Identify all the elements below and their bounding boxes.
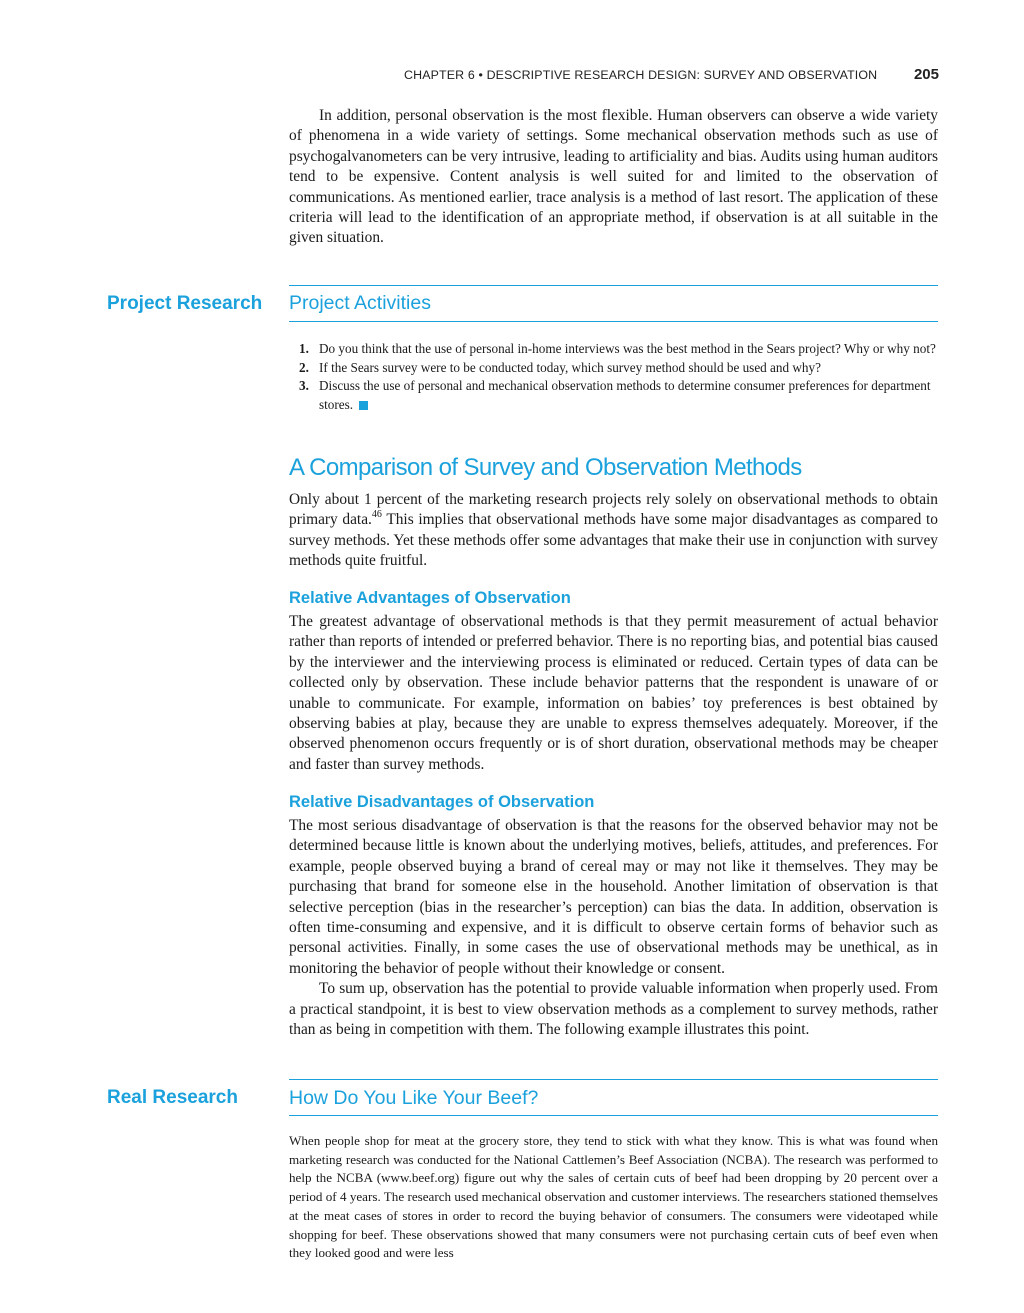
end-of-box-square-icon (359, 401, 368, 410)
advantages-heading: Relative Advantages of Observation (289, 589, 571, 607)
disadvantages-section (289, 816, 938, 1040)
list-item-number: 1. (299, 341, 309, 356)
advantages-section (289, 612, 938, 775)
list-item-text (319, 377, 938, 414)
list-item-number: 3. (299, 378, 309, 393)
project-box-bottom-rule (289, 321, 938, 322)
intro-section (289, 106, 938, 249)
comparison-text-end: This implies that observational methods have some major disadvantages as compared to survey methods. Yet these methods offer some advantages that make their use in conjunction with survey methods quite fruitful. (289, 511, 938, 570)
list-item-number: 2. (299, 359, 309, 375)
comparison-section (289, 490, 938, 572)
footnote-ref: 46 (371, 509, 382, 521)
list-item (299, 377, 938, 414)
real-box-bottom-rule (289, 1115, 938, 1116)
real-research-label: Real Research (107, 1087, 238, 1108)
list-item (299, 359, 938, 378)
real-research-paragraph: When people shop for meat at the grocery store, they tend to stick with what they know. This is what was found when marketing research was conducted for the National Cattlemen’s Beef Association (NCBA). The research was performed to help the NCBA (www.beef.org) figure out why the sales of certain cuts of beef had been dropping by 20 percent over a period of 4 years. The research used mechanical observation and customer interviews. The researchers stationed themselves at the meat cases of stores in order to record the buying behavior of consumers. The consumers were videotaped while shopping for beef. These observations showed that many consumers were not purchasing certain cuts of beef even when they looked good and were less (289, 1133, 938, 1261)
disadvantages-heading: Relative Disadvantages of Observation (289, 793, 595, 811)
real-research-title: How Do You Like Your Beef? (289, 1087, 539, 1109)
intro-paragraph: In addition, personal observation is the most flexible. Human observers can observe a wide variety of phenomena in a wide variety of settings. Some mechanical observation methods such as use of psychogalvanometers can be very intrusive, leading to artificiality and bias. Audits using human auditors tend to be expensive. Content analysis is well suited for and limited to the observation of communications. As mentioned earlier, trace analysis is a method of last resort. The application of these criteria will lead to the identification of an appropriate method, if observation is at all suitable in the given situation. (289, 107, 938, 247)
list-item-text-content: Discuss the use of personal and mechanical observation methods to determine consumer preferences for department stores. (319, 378, 931, 412)
page-number: 205 (913, 66, 939, 83)
comparison-text-start: Only about 1 percent of the marketing research projects rely solely on observational methods to obtain primary data. (289, 491, 938, 529)
running-head-title: CHAPTER 6 • DESCRIPTIVE RESEARCH DESIGN: SURVEY AND OBSERVATION (404, 68, 878, 82)
running-head (404, 66, 939, 83)
summary-paragraph: To sum up, observation has the potential to provide valuable information when properly used. From a practical standpoint, it is best to view observation methods as a complement to survey methods, rather than as being in competition with them. The following example illustrates this point. (289, 980, 938, 1039)
list-item-text: If the Sears survey were to be conducted today, which survey method should be used and why? (319, 359, 821, 375)
project-activities-list (299, 340, 938, 414)
disadvantages-paragraph: The most serious disadvantage of observation is that the reasons for the observed behavior may not be determined because little is known about the underlying motives, beliefs, attitudes, and preferences. For example, people observed buying a brand of cereal may or may not like it themselves. They may be purchasing that brand for someone else in the household. Another limitation of observation is that selective perception (bias in the researcher’s perception) can bias the data. In addition, observation is often time-consuming and expensive, and it is difficult to observe certain forms of behavior such as personal activities. Finally, in some cases the use of observational methods may be unethical, as in monitoring the behavior of people without their knowledge or consent. (289, 817, 938, 977)
real-research-case (289, 1132, 938, 1263)
real-box-top-rule (289, 1079, 938, 1080)
list-item-text: Do you think that the use of personal in-home interviews was the best method in the Sears project? Why or why not? (319, 341, 936, 356)
project-box-top-rule (289, 285, 938, 286)
project-research-label: Project Research (107, 293, 263, 314)
advantages-paragraph: The greatest advantage of observational methods is that they permit measurement of actual behavior rather than reports of intended or preferred behavior. There is no reporting bias, and potential bias caused by the interviewer and the interviewing process is eliminated or reduced. Certain types of data can be collected only by observation. These include behavior patterns that the respondent is unaware of or unable to communicate. For example, information on babies’ toy preferences is best obtained by observing babies at play, because they are unable to express themselves adequately. Moreover, if the observed phenomenon occurs frequently or is of short duration, observational methods may be cheaper and faster than survey methods. (289, 613, 938, 773)
list-item (299, 340, 938, 359)
section-heading: A Comparison of Survey and Observation Methods (289, 454, 802, 481)
comparison-paragraph (289, 490, 938, 572)
project-activities-title: Project Activities (289, 292, 431, 314)
